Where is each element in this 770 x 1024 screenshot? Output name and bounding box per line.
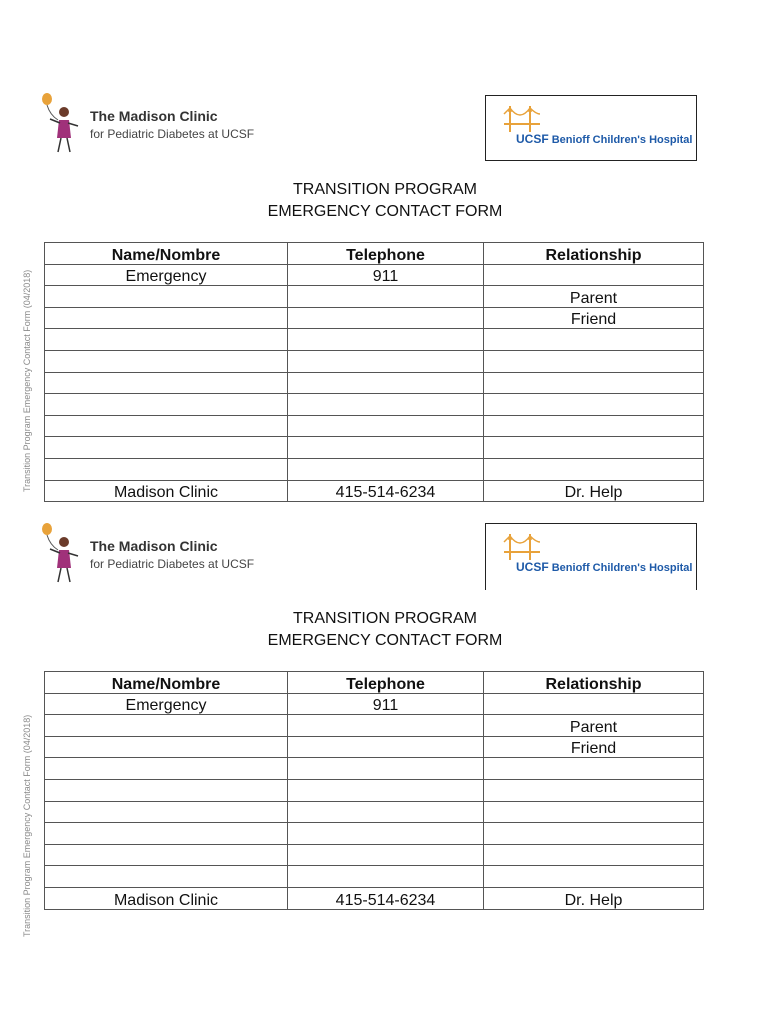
table-row bbox=[45, 887, 704, 909]
cell-telephone[interactable] bbox=[288, 394, 484, 416]
cell-name[interactable] bbox=[45, 350, 288, 372]
table-row bbox=[45, 758, 704, 780]
cell-telephone[interactable] bbox=[288, 779, 484, 801]
cell-telephone[interactable] bbox=[288, 801, 484, 823]
cell-name[interactable] bbox=[45, 372, 288, 394]
cell-name[interactable]: Madison Clinic bbox=[45, 480, 288, 502]
table-row bbox=[45, 779, 704, 801]
cell-relationship[interactable] bbox=[484, 758, 704, 780]
golden-gate-bridge-icon bbox=[502, 530, 542, 562]
cell-name[interactable] bbox=[45, 758, 288, 780]
cell-relationship[interactable] bbox=[484, 264, 704, 286]
cell-name[interactable] bbox=[45, 437, 288, 459]
ucsf-hospital-logo bbox=[485, 95, 697, 161]
cell-telephone[interactable] bbox=[288, 286, 484, 308]
cell-telephone[interactable] bbox=[288, 437, 484, 459]
cell-relationship[interactable] bbox=[484, 415, 704, 437]
form-title bbox=[0, 179, 770, 223]
clinic-subtitle: for Pediatric Diabetes at UCSF bbox=[90, 127, 255, 141]
golden-gate-bridge-icon bbox=[502, 102, 542, 134]
cell-relationship[interactable] bbox=[484, 844, 704, 866]
cell-name[interactable] bbox=[45, 329, 288, 351]
title-line-1: TRANSITION PROGRAM bbox=[292, 610, 477, 627]
cell-relationship[interactable] bbox=[484, 779, 704, 801]
cell-relationship[interactable] bbox=[484, 866, 704, 888]
cell-telephone[interactable] bbox=[288, 758, 484, 780]
table-row bbox=[45, 715, 704, 737]
cell-telephone[interactable] bbox=[288, 823, 484, 845]
header-telephone: Telephone bbox=[288, 243, 484, 265]
table-row bbox=[45, 329, 704, 351]
girl-with-balloon-icon bbox=[38, 90, 88, 158]
cell-name[interactable] bbox=[45, 415, 288, 437]
cell-name[interactable]: Madison Clinic bbox=[45, 887, 288, 909]
side-label: Transition Program Emergency Contact Form (04/2018) bbox=[22, 269, 32, 492]
cell-name[interactable] bbox=[45, 286, 288, 308]
table-row bbox=[45, 307, 704, 329]
table-header-row bbox=[45, 672, 704, 694]
cell-relationship[interactable]: Dr. Help bbox=[484, 887, 704, 909]
cell-name[interactable] bbox=[45, 801, 288, 823]
hospital-prefix: UCSF bbox=[516, 132, 549, 146]
cell-relationship[interactable] bbox=[484, 437, 704, 459]
table-row bbox=[45, 415, 704, 437]
cell-relationship[interactable]: Parent bbox=[484, 715, 704, 737]
clinic-name: The Madison Clinic bbox=[90, 108, 218, 124]
side-label: Transition Program Emergency Contact Form (04/2018) bbox=[22, 714, 32, 937]
cell-relationship[interactable] bbox=[484, 823, 704, 845]
table-row bbox=[45, 844, 704, 866]
cell-telephone[interactable] bbox=[288, 458, 484, 480]
cell-telephone[interactable] bbox=[288, 715, 484, 737]
cell-telephone[interactable] bbox=[288, 329, 484, 351]
table-row bbox=[45, 458, 704, 480]
table-row bbox=[45, 264, 704, 286]
header-relationship: Relationship bbox=[484, 243, 704, 265]
table-row bbox=[45, 866, 704, 888]
clinic-subtitle: for Pediatric Diabetes at UCSF bbox=[90, 557, 255, 571]
cell-telephone[interactable] bbox=[288, 307, 484, 329]
cell-telephone[interactable] bbox=[288, 844, 484, 866]
cell-telephone[interactable] bbox=[288, 415, 484, 437]
cell-name[interactable] bbox=[45, 307, 288, 329]
cell-relationship[interactable] bbox=[484, 693, 704, 715]
header-relationship: Relationship bbox=[484, 672, 704, 694]
cell-telephone[interactable] bbox=[288, 350, 484, 372]
madison-clinic-logo bbox=[38, 520, 278, 590]
cell-relationship[interactable]: Friend bbox=[484, 736, 704, 758]
table-row bbox=[45, 350, 704, 372]
hospital-name: Benioff Children's Hospital bbox=[551, 134, 693, 146]
cell-relationship[interactable] bbox=[484, 394, 704, 416]
cell-relationship[interactable] bbox=[484, 350, 704, 372]
table-row bbox=[45, 480, 704, 502]
table-row bbox=[45, 372, 704, 394]
cell-telephone[interactable] bbox=[288, 736, 484, 758]
table-row bbox=[45, 437, 704, 459]
cell-relationship[interactable] bbox=[484, 329, 704, 351]
header-telephone: Telephone bbox=[288, 672, 484, 694]
cell-relationship[interactable] bbox=[484, 801, 704, 823]
cell-name[interactable] bbox=[45, 715, 288, 737]
cell-name[interactable] bbox=[45, 779, 288, 801]
cell-telephone[interactable]: 415-514-6234 bbox=[288, 887, 484, 909]
cell-relationship[interactable] bbox=[484, 458, 704, 480]
cell-name[interactable] bbox=[45, 844, 288, 866]
title-line-2: EMERGENCY CONTACT FORM bbox=[267, 632, 503, 649]
table-header-row bbox=[45, 243, 704, 265]
madison-clinic-logo bbox=[38, 90, 278, 160]
clinic-name: The Madison Clinic bbox=[90, 538, 218, 554]
cell-relationship[interactable]: Dr. Help bbox=[484, 480, 704, 502]
hospital-name: Benioff Children's Hospital bbox=[551, 562, 693, 574]
cell-name[interactable]: Emergency bbox=[45, 693, 288, 715]
cell-telephone[interactable]: 911 bbox=[288, 693, 484, 715]
table-row bbox=[45, 693, 704, 715]
cell-name[interactable]: Emergency bbox=[45, 264, 288, 286]
contact-table bbox=[44, 242, 704, 502]
cell-telephone[interactable] bbox=[288, 866, 484, 888]
cell-name[interactable] bbox=[45, 458, 288, 480]
girl-with-balloon-icon bbox=[38, 520, 88, 588]
cell-relationship[interactable]: Parent bbox=[484, 286, 704, 308]
table-row bbox=[45, 823, 704, 845]
cell-telephone[interactable] bbox=[288, 372, 484, 394]
cell-telephone[interactable]: 911 bbox=[288, 264, 484, 286]
table-row bbox=[45, 801, 704, 823]
cell-telephone[interactable]: 415-514-6234 bbox=[288, 480, 484, 502]
cell-relationship[interactable]: Friend bbox=[484, 307, 704, 329]
form-title bbox=[0, 608, 770, 652]
cell-name[interactable] bbox=[45, 866, 288, 888]
header-name: Name/Nombre bbox=[45, 672, 288, 694]
hospital-prefix: UCSF bbox=[516, 560, 549, 574]
title-line-1: TRANSITION PROGRAM bbox=[292, 181, 477, 198]
title-line-2: EMERGENCY CONTACT FORM bbox=[267, 203, 503, 220]
table-row bbox=[45, 394, 704, 416]
cell-name[interactable] bbox=[45, 394, 288, 416]
header-name: Name/Nombre bbox=[45, 243, 288, 265]
table-row bbox=[45, 286, 704, 308]
ucsf-hospital-logo bbox=[485, 523, 697, 590]
contact-table bbox=[44, 671, 704, 910]
cell-name[interactable] bbox=[45, 823, 288, 845]
cell-name[interactable] bbox=[45, 736, 288, 758]
cell-relationship[interactable] bbox=[484, 372, 704, 394]
table-row bbox=[45, 736, 704, 758]
